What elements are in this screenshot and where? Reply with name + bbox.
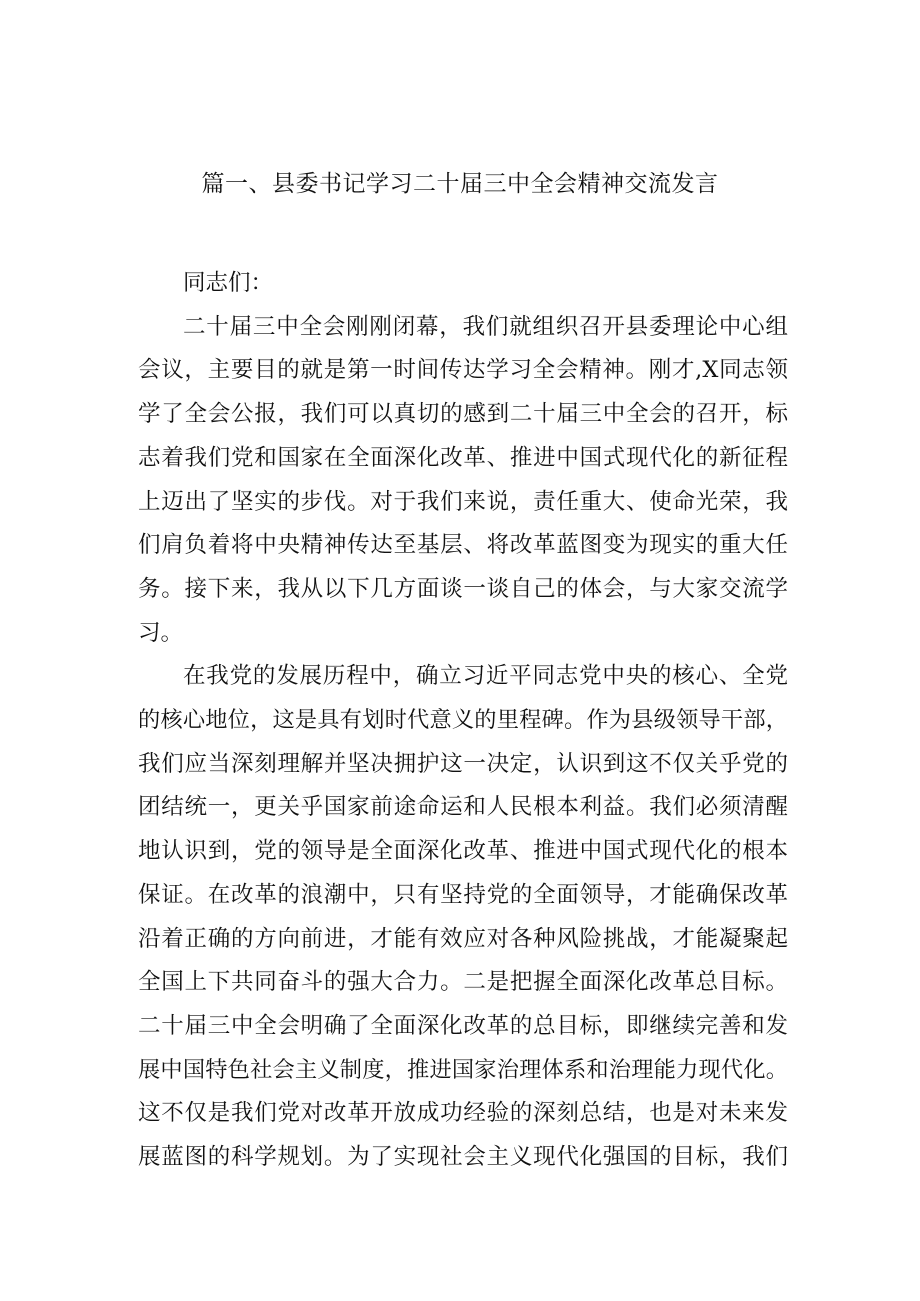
paragraph-line: 在我党的发展历程中，确立习近平同志党中央的核心、全党: [183, 663, 788, 690]
paragraph-line: 展中国特色社会主义制度，推进国家治理体系和治理能力现代化。: [138, 1056, 788, 1083]
paragraph-1: [138, 306, 788, 656]
paragraph-2: [138, 655, 788, 1179]
paragraph-line: 我们应当深刻理解并坚决拥护这一决定，认识到这不仅关乎党的: [138, 750, 788, 777]
paragraph-line: 学了全会公报，我们可以真切的感到二十届三中全会的召开，标: [138, 401, 788, 428]
paragraph-line: 团结统一，更关乎国家前途命运和人民根本利益。我们必须清醒: [138, 794, 788, 821]
paragraph-line: 沿着正确的方向前进，才能有效应对各种风险挑战，才能凝聚起: [138, 925, 788, 952]
paragraph-line: 二十届三中全会刚刚闭幕，我们就组织召开县委理论中心组: [183, 313, 788, 340]
salutation: 同志们：: [183, 270, 274, 296]
paragraph-line: 二十届三中全会明确了全面深化改革的总目标，即继续完善和发: [138, 1012, 788, 1039]
document-title: 篇一、县委书记学习二十届三中全会精神交流发言: [201, 171, 719, 197]
paragraph-line: 地认识到，党的领导是全面深化改革、推进中国式现代化的根本: [138, 838, 788, 865]
paragraph-line: 保证。在改革的浪潮中，只有坚持党的全面领导，才能确保改革: [138, 881, 788, 908]
paragraph-line: 全国上下共同奋斗的强大合力。二是把握全面深化改革总目标。: [138, 969, 788, 996]
document-body: [138, 262, 788, 1180]
paragraph-line: 的核心地位，这是具有划时代意义的里程碑。作为县级领导干部，: [138, 707, 788, 734]
paragraph-line: 习。: [138, 619, 184, 646]
paragraph-line: 上迈出了坚实的步伐。对于我们来说，责任重大、使命光荣，我: [138, 488, 788, 515]
paragraph-line: 务。接下来，我从以下几方面谈一谈自己的体会，与大家交流学: [138, 575, 788, 602]
paragraph-line: 会议，主要目的就是第一时间传达学习全会精神。刚才,X同志领: [138, 357, 788, 384]
paragraph-line: 们肩负着将中央精神传达至基层、将改革蓝图变为现实的重大任: [138, 532, 788, 559]
paragraph-line: 这不仅是我们党对改革开放成功经验的深刻总结，也是对未来发: [138, 1100, 788, 1127]
paragraph-line: 志着我们党和国家在全面深化改革、推进中国式现代化的新征程: [138, 444, 788, 471]
paragraph-line: 展蓝图的科学规划。为了实现社会主义现代化强国的目标，我们: [138, 1144, 788, 1171]
